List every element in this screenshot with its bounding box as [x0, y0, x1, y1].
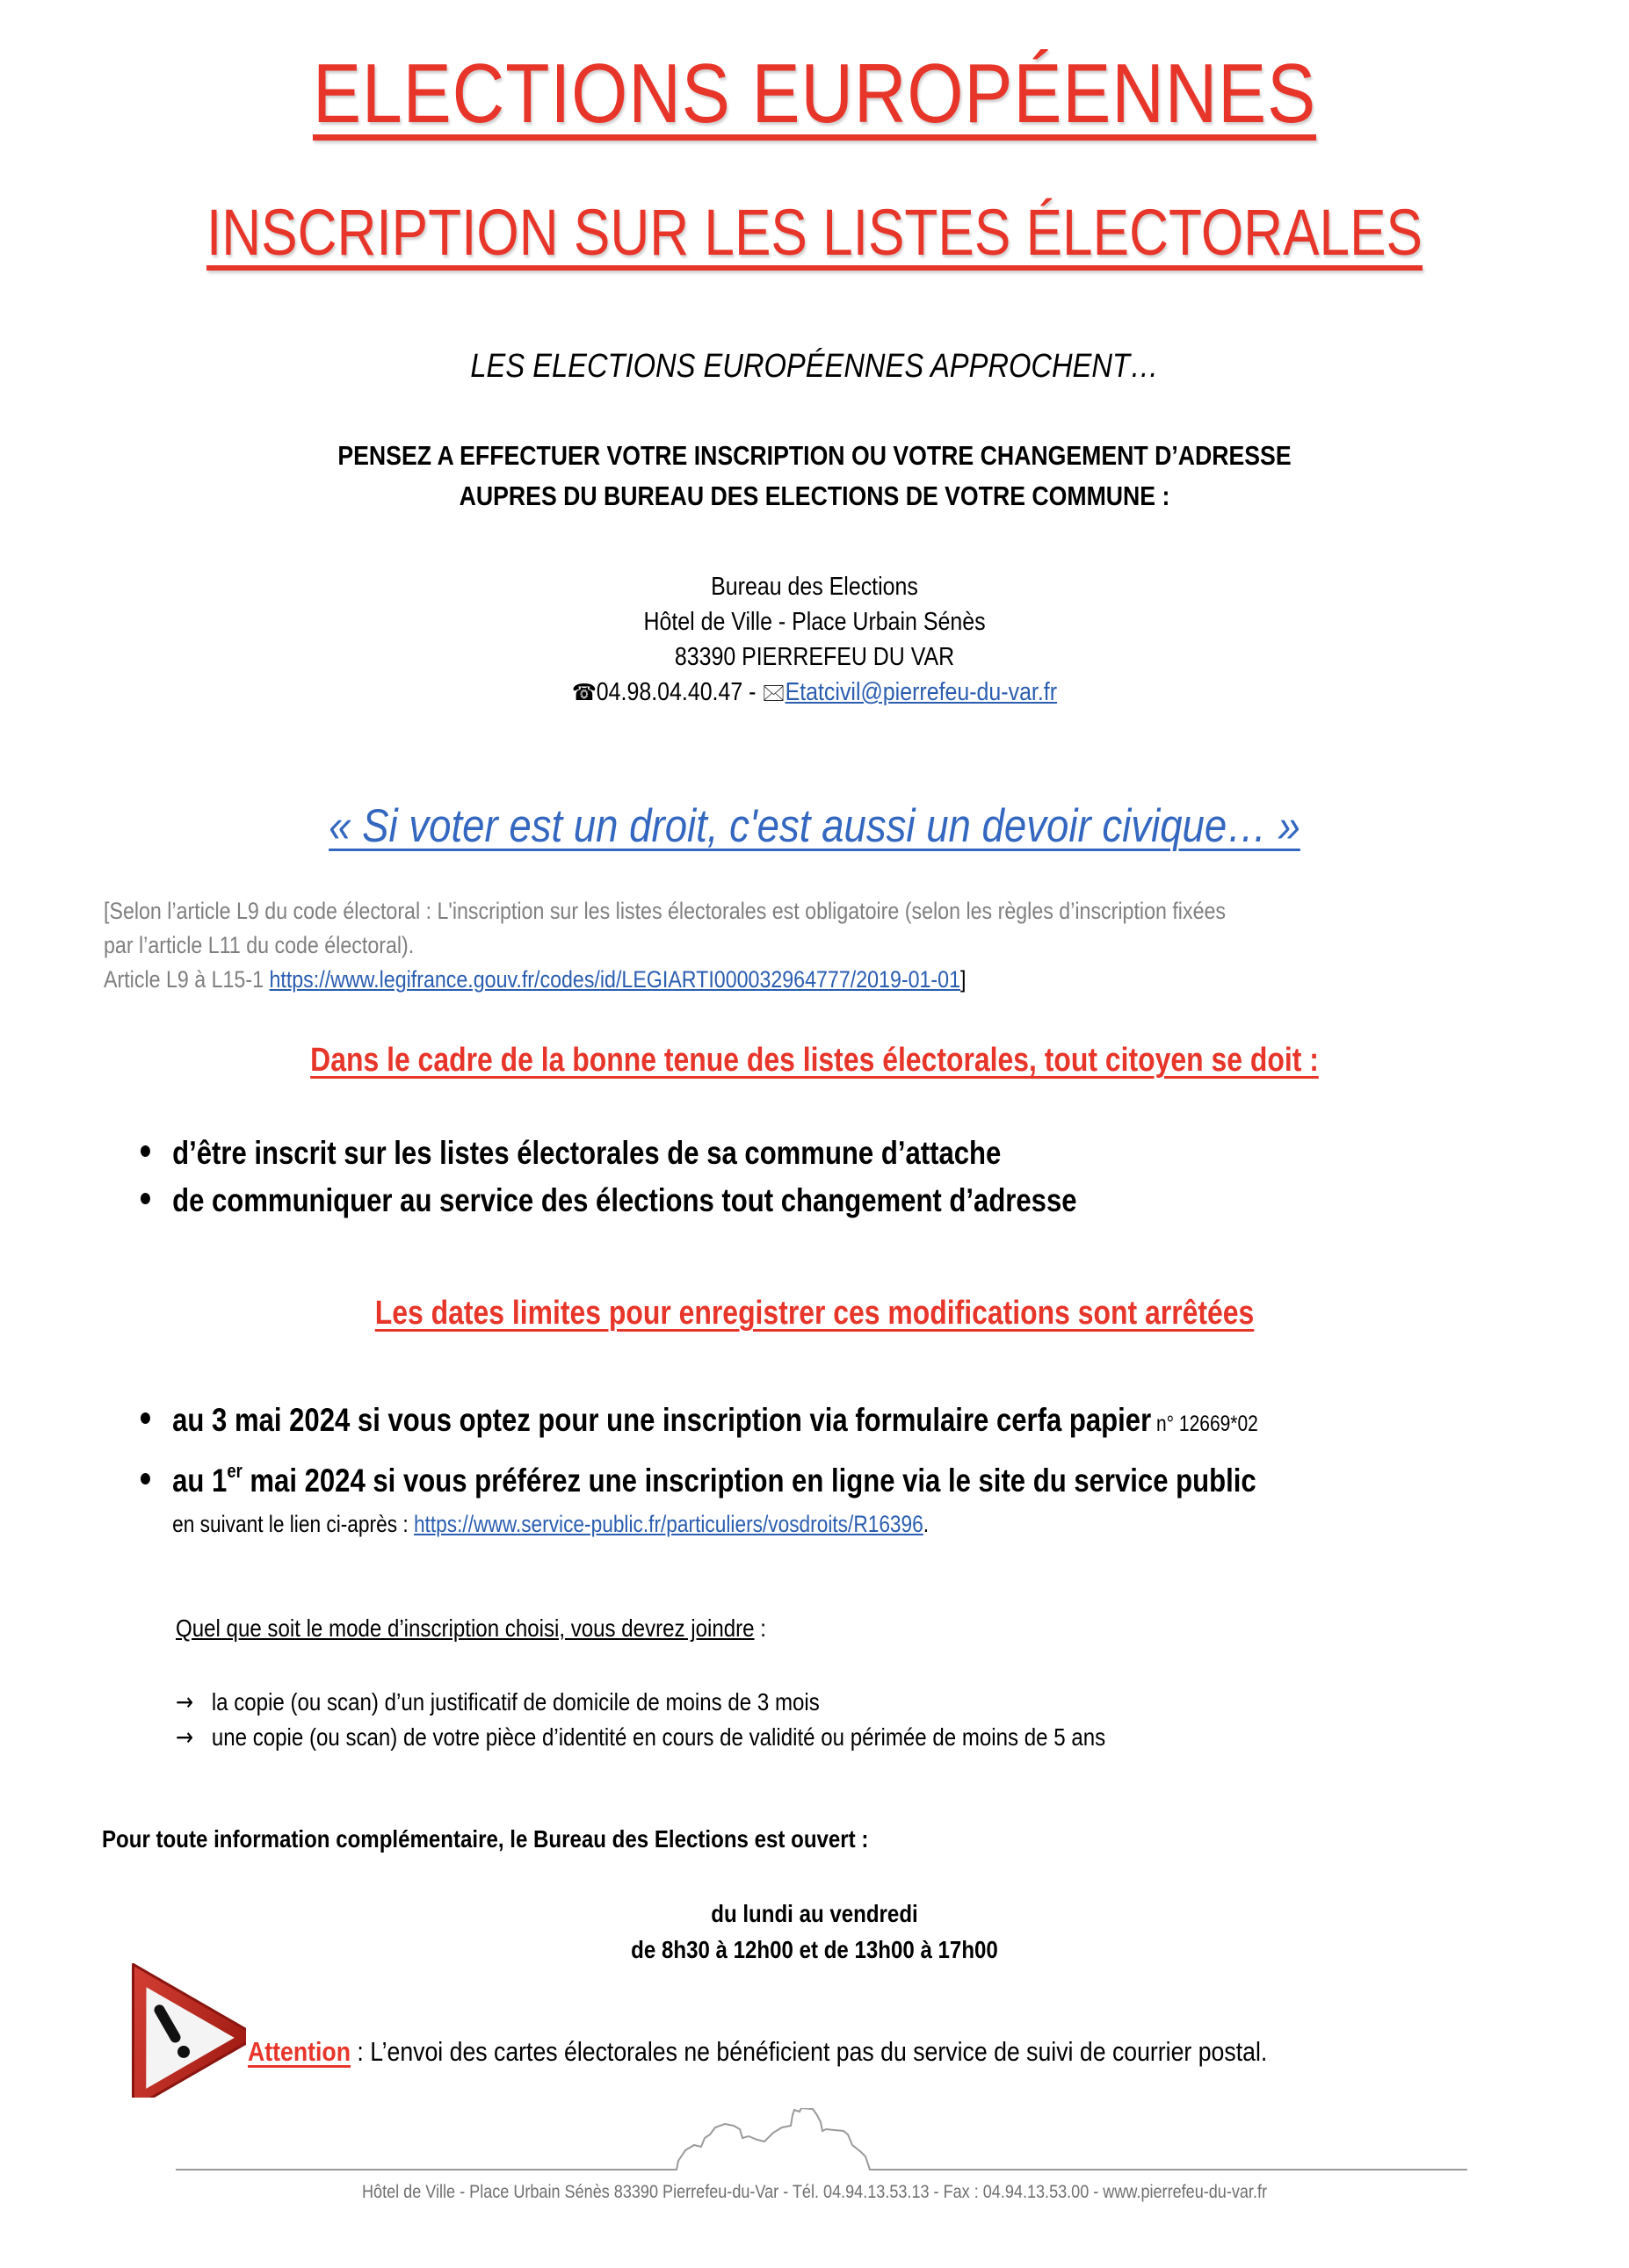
deadline-online: [172, 1448, 1256, 1505]
legal-note: [104, 894, 1358, 997]
pensez-line-1: PENSEZ A EFFECTUER VOTRE INSCRIPTION OU VOTRE CHANGEMENT D’ADRESSE: [337, 440, 1292, 471]
documents-heading-colon: :: [754, 1614, 766, 1642]
attention-notice: [248, 2036, 1267, 2068]
legal-close-bracket: ]: [959, 966, 967, 993]
bullet-icon: [141, 1145, 150, 1157]
opening-intro: Pour toute information complémentaire, le Bureau des Elections est ouvert :: [102, 1825, 869, 1853]
deadline-paper-text: au 3 mai 2024 si vous optez pour une inscription via formulaire cerfa papier: [172, 1402, 1152, 1438]
legifrance-link[interactable]: https://www.legifrance.gouv.fr/codes/id/LEGIARTI000032964777/2019-01-01: [269, 966, 960, 993]
warning-icon: [88, 1948, 246, 2098]
service-public-line: [141, 1505, 1258, 1543]
email-link[interactable]: Etatcivil@pierrefeu-du-var.fr: [785, 678, 1058, 706]
document-text: la copie (ou scan) d’un justificatif de domicile de moins de 3 mois: [211, 1688, 820, 1715]
bullet-icon: [141, 1193, 150, 1204]
deadline-paper: [172, 1397, 1258, 1448]
opening-days: du lundi au vendredi: [711, 1900, 918, 1927]
cerfa-number: n° 12669*02: [1151, 1412, 1258, 1436]
deadlines-list: [141, 1397, 1258, 1543]
office-name: Bureau des Elections: [711, 573, 918, 601]
deadline-online-text: mai 2024 si vous préférez une inscription en ligne via le site du service public: [242, 1463, 1256, 1499]
phone-number: 04.98.04.40.47: [596, 678, 743, 706]
village-skyline-icon: [176, 2108, 1467, 2174]
deadline-online-prefix: au 1: [172, 1463, 228, 1499]
legal-line-1: [Selon l’article L9 du code électoral : L'inscription sur les listes électorales est obligatoire (selon les règles d’inscription fixées: [104, 898, 1227, 924]
service-public-link[interactable]: https://www.service-public.fr/particuliers/vosdroits/R16396: [413, 1511, 923, 1537]
attention-text: : L’envoi des cartes électorales ne bénéficient pas du service de suivi de courrier postal.: [350, 2036, 1268, 2067]
bullet-icon: [141, 1412, 150, 1424]
subtitle: INSCRIPTION SUR LES LISTES ÉLECTORALES: [206, 196, 1423, 269]
list-item: [176, 1720, 1105, 1755]
documents-heading: [176, 1614, 766, 1643]
deadlines-heading: Les dates limites pour enregistrer ces modifications sont arrêtées: [374, 1295, 1255, 1332]
attention-label: Attention: [248, 2036, 351, 2067]
document-text: une copie (ou scan) de votre pièce d’identité en cours de validité ou périmée de moins de 5 ans: [211, 1723, 1106, 1751]
duties-heading: Dans le cadre de la bonne tenue des listes électorales, tout citoyen se doit :: [310, 1042, 1319, 1079]
duties-list: [141, 1130, 1077, 1224]
documents-list: [176, 1685, 1105, 1755]
contact-line: [114, 675, 1515, 711]
city-address: 83390 PIERREFEU DU VAR: [674, 643, 955, 671]
street-address: Hôtel de Ville - Place Urbain Sénès: [643, 608, 986, 636]
pensez-line-2: AUPRES DU BUREAU DES ELECTIONS DE VOTRE COMMUNE :: [459, 480, 1170, 511]
arrow-right-icon: →: [176, 1723, 194, 1752]
service-public-prefix: en suivant le lien ci-après :: [172, 1511, 414, 1537]
telephone-icon: ☎: [571, 680, 597, 706]
list-item: [141, 1177, 1077, 1224]
duty-text: d’être inscrit sur les listes électorales de sa commune d’attache: [172, 1135, 1002, 1171]
address-block: [114, 569, 1515, 711]
list-item: [141, 1448, 1258, 1505]
list-item: [176, 1685, 1105, 1720]
opening-times: de 8h30 à 12h00 et de 13h00 à 17h00: [631, 1936, 998, 1963]
bullet-icon: [141, 1473, 150, 1484]
legal-line-2: par l’article L11 du code électoral).: [104, 932, 415, 958]
intro-approche: LES ELECTIONS EUROPÉENNES APPROCHENT…: [470, 348, 1159, 385]
service-public-suffix: .: [923, 1511, 930, 1537]
opening-hours: [114, 1896, 1515, 1968]
documents-heading-text: Quel que soit le mode d’inscription choisi, vous devrez joindre: [176, 1614, 755, 1642]
ordinal-sup: er: [227, 1460, 243, 1482]
civic-quote: « Si voter est un droit, c'est aussi un devoir civique… »: [329, 800, 1300, 852]
duty-text: de communiquer au service des élections tout changement d’adresse: [172, 1182, 1077, 1218]
footer-contact: Hôtel de Ville - Place Urbain Sénès 83390 Pierrefeu-du-Var - Tél. 04.94.13.53.13 - Fax : 04.94.13.53.00 - www.pierrefeu-du-var.fr: [362, 2182, 1267, 2202]
contact-separator: -: [742, 678, 763, 706]
list-item: [141, 1130, 1077, 1177]
arrow-right-icon: →: [176, 1687, 194, 1716]
main-title: ELECTIONS EUROPÉENNES: [312, 47, 1317, 141]
legal-line-3: [104, 963, 1358, 997]
intro-pensez: [114, 436, 1515, 516]
list-item: [141, 1397, 1258, 1448]
envelope-icon: 🖂: [762, 680, 786, 706]
legal-article-ref: Article L9 à L15-1: [104, 966, 270, 993]
